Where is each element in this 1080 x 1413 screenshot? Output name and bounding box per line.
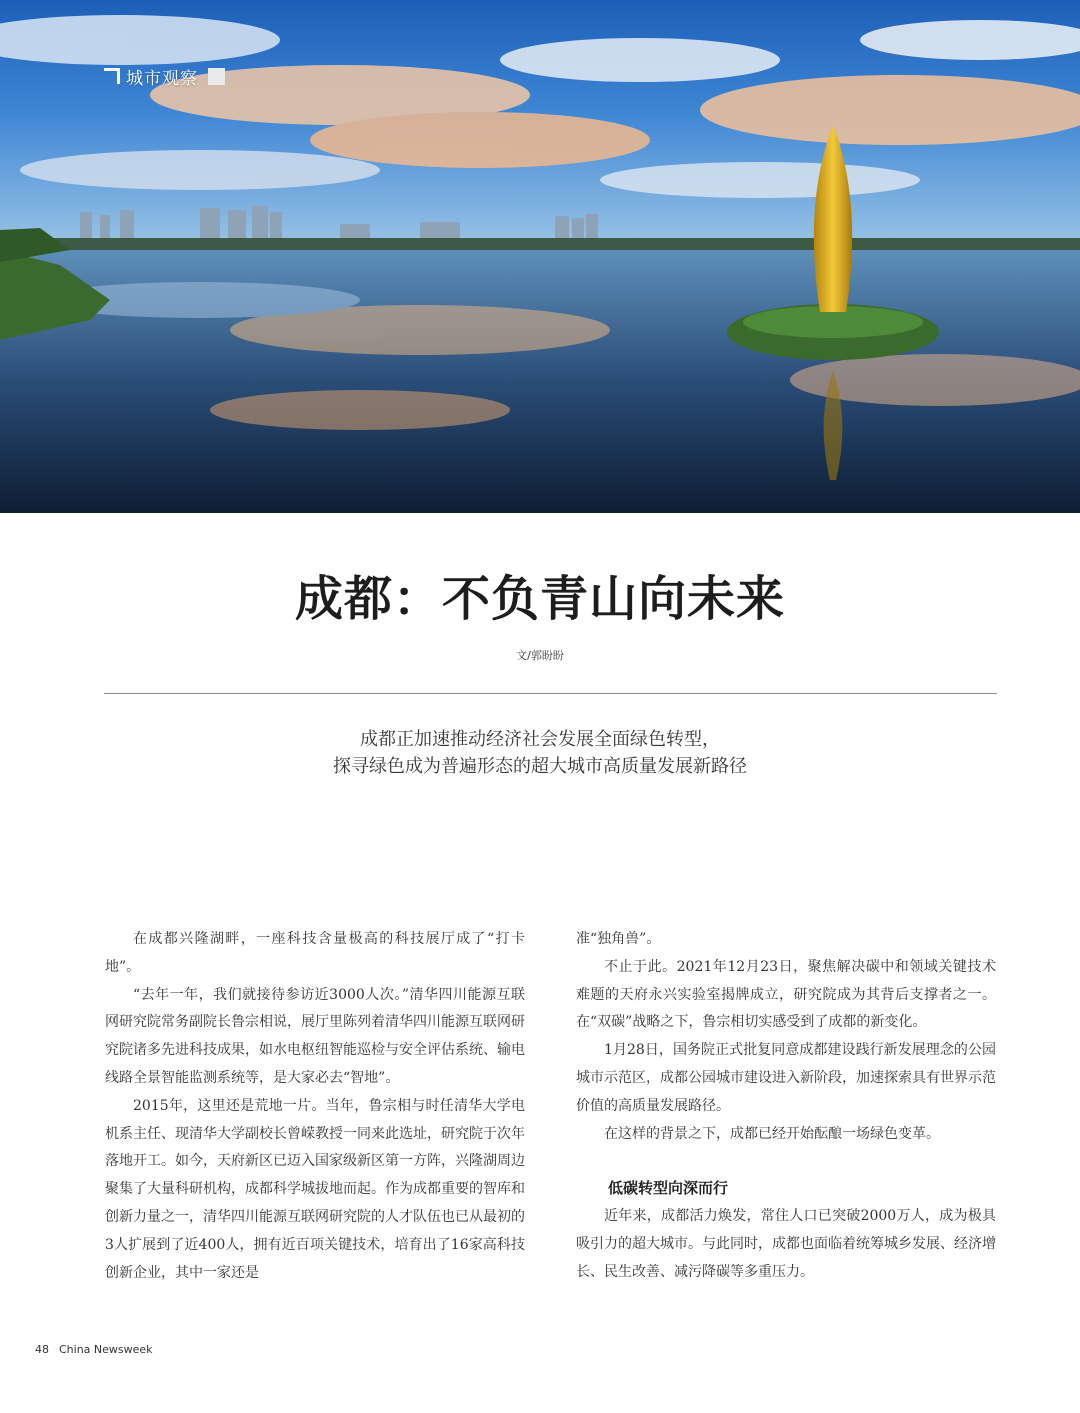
- deck-line-1: 成都正加速推动经济社会发展全面绿色转型，: [360, 729, 720, 750]
- subheading: 低碳转型向深而行: [608, 1179, 729, 1198]
- paragraph: 近年来，成都活力焕发，常住人口已突破2000万人，成为极具吸引力的超大城市。与此同时，成都也面临着统筹城乡发展、经济增长、民生改善、减污降碳等多重压力。: [576, 1208, 996, 1280]
- publication-name: China Newsweek: [59, 1343, 153, 1356]
- paragraph: “去年一年，我们就接待参访近3000人次。”清华四川能源互联网研究院常务副院长鲁宗相说，展厅里陈列着清华四川能源互联网研究院诸多先进科技成果，如水电枢纽智能巡检与安全评估系统、输电线路全景智能监测系统等，是大家必去“智地”。: [105, 986, 525, 1086]
- article-title: 成都：不负青山向未来: [294, 571, 785, 627]
- paragraph: 在这样的背景之下，成都已经开始酝酿一场绿色变革。: [604, 1125, 940, 1142]
- divider: [104, 693, 997, 694]
- byline: 文/郭盼盼: [516, 649, 564, 662]
- paragraph: 准“独角兽”。: [576, 931, 661, 947]
- body-column-left: [105, 926, 525, 1287]
- paragraph: 不止于此。2021年12月23日，聚焦解决碳中和领域关键技术难题的天府永兴实验室揭牌成立，研究院成为其背后支撑者之一。在“双碳”战略之下，鲁宗相切实感受到了成都的新变化。: [576, 958, 996, 1031]
- article-deck: [0, 726, 1080, 780]
- paragraph: 2015年，这里还是荒地一片。当年，鲁宗相与时任清华大学电机系主任、现清华大学副校长曾嵘教授一同来此选址，研究院于次年落地开工。如今，天府新区已迈入国家级新区第一方阵，兴隆湖周边聚集了大量科研机构，成都科学城拔地而起。作为成都重要的智库和创新力量之一，清华四川能源互联网研究院的人才队伍也已从最初的3人扩展到了近400人，拥有近百项关键技术，培育出了16家高科技创新企业，其中一家还是: [105, 1097, 525, 1281]
- section-tag-label: 城市观察: [126, 68, 198, 89]
- tag-square-icon: [208, 68, 225, 85]
- paragraph: 在成都兴隆湖畔，一座科技含量极高的科技展厅成了“打卡地”。: [105, 931, 525, 975]
- paragraph: 1月28日，国务院正式批复同意成都建设践行新发展理念的公园城市示范区，成都公园城市建设进入新阶段，加速探索具有世界示范价值的高质量发展路径。: [576, 1042, 996, 1114]
- page-number: 48: [35, 1343, 49, 1356]
- corner-bracket-icon: [104, 68, 120, 84]
- page-footer: [35, 1343, 153, 1356]
- section-tag: [104, 64, 225, 88]
- deck-line-2: 探寻绿色成为普遍形态的超大城市高质量发展新路径: [333, 756, 747, 777]
- body-column-right: [576, 926, 996, 1287]
